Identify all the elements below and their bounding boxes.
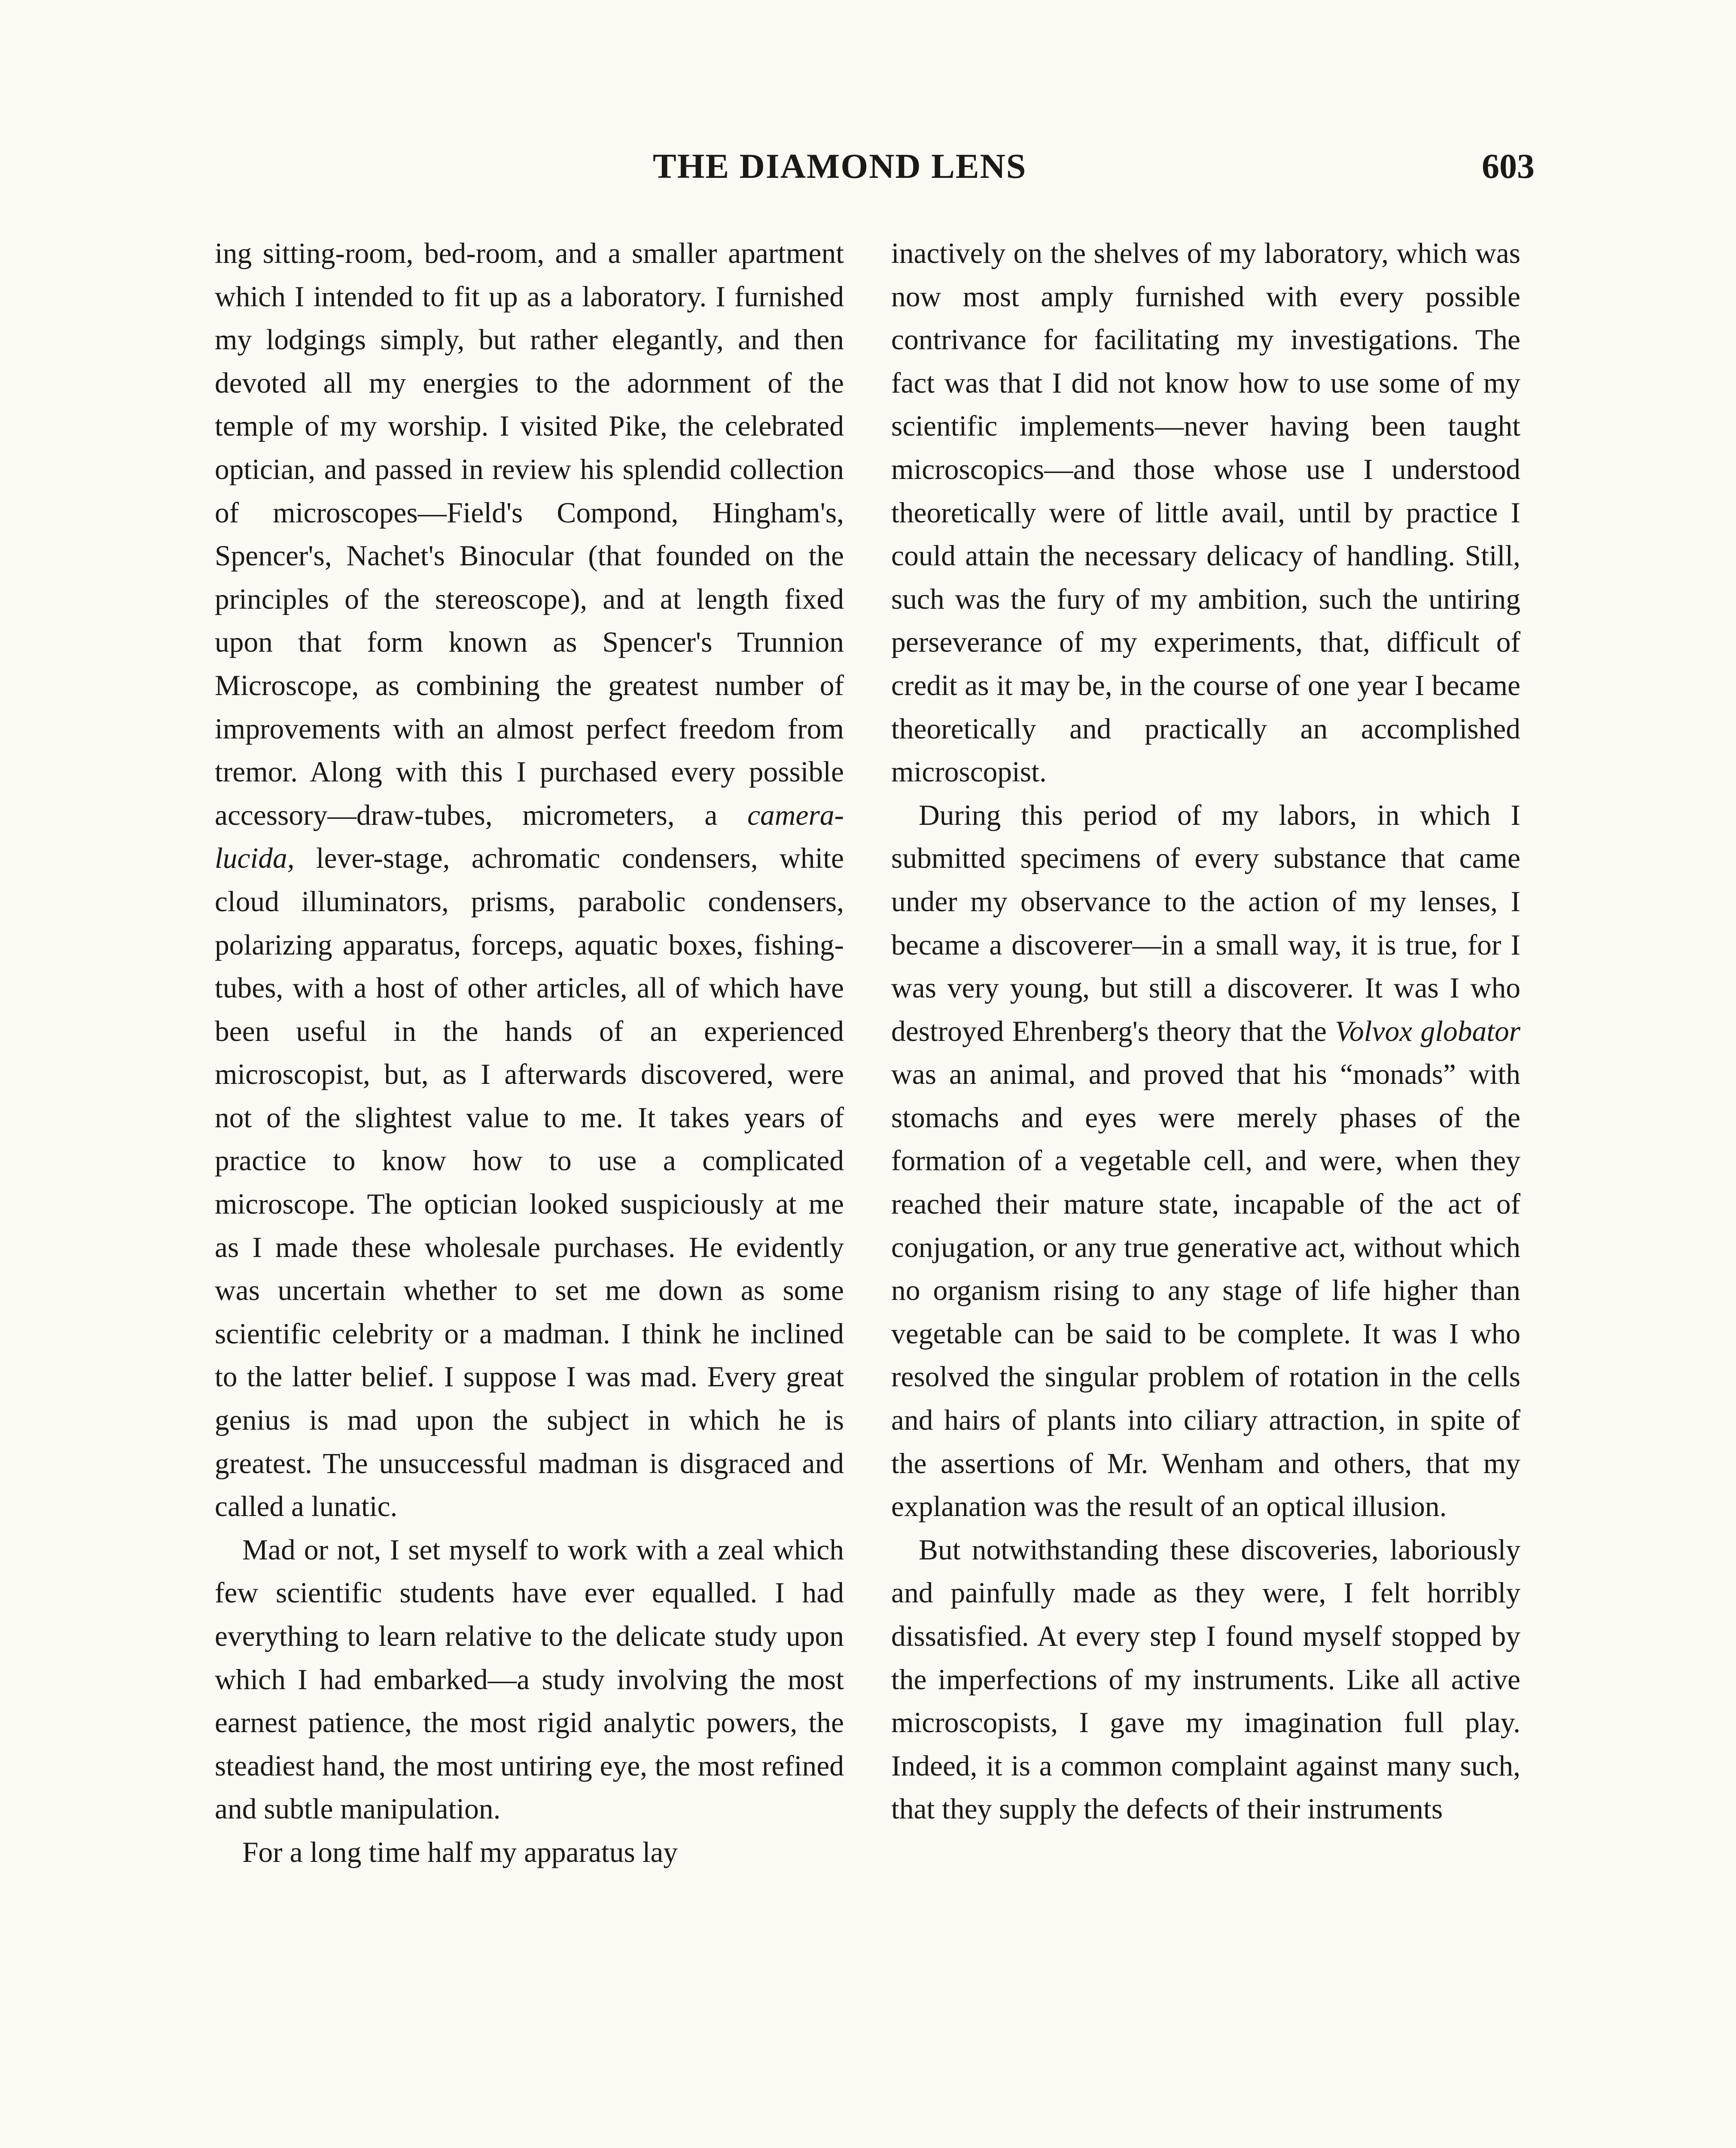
left-column [215,232,844,1874]
paragraph-right-3: But notwithstanding these discoveries, laboriously and painfully made as they were, I felt horribly dissatisfied. At every step I found myself stopped by the imperfections of my instruments. Like all active microscopists, I gave my imagination full play. Indeed, it is a common complaint against many such, that they supply the defects of their instruments [891,1533,1520,1825]
paragraph-left-3: For a long time half my apparatus lay [242,1836,678,1868]
paragraph-right-1: inactively on the shelves of my laboratory, which was now most amply furnished with every possible contrivance for facilitating my investigations. The fact was that I did not know how to use some of my scientific implements—never having been taught microscopics—and those whose use I understood theoretically were of little avail, until by practice I could attain the necessary delicacy of handling. Still, such was the fury of my ambition, such the untiring perseverance of my experiments, that, difficult of credit as it may be, in the course of one year I became theoretically and practically an accomplished microscopist. [891,237,1520,788]
paragraph-left-1 [215,232,844,1529]
running-title: THE DIAMOND LENS [653,146,1027,186]
paragraph-right-2 [891,794,1520,1529]
right-column [891,232,1520,1831]
paragraph-left-2: Mad or not, I set myself to work with a zeal which few scientific students have ever equalled. I had everything to learn relative to the delicate study upon which I had embarked—a study involving the most earnest patience, the most rigid analytic powers, the steadiest hand, the most untiring eye, the most refined and subtle manipulation. [215,1533,844,1825]
paragraph-text: was an animal, and proved that his “monads” with stomachs and eyes were merely phases of the formation of a vegetable cell, and were, when they reached their mature state, incapable of the act of conjugation, or any true generative act, without which no organism rising to any stage of life higher than vegetable can be said to be complete. It was I who resolved the singular problem of rotation in the cells and hairs of plants into ciliary attraction, in spite of the assertions of Mr. Wenham and others, that my explanation was the result of an optical illusion. [891,1058,1520,1523]
paragraph-text: During this period of my labors, in which I submitted specimens of every substance that came under my observance to the action of my lenses, I became a discoverer—in a small way, it is true, for I was very young, but still a discoverer. It was I who destroyed Ehrenberg's theory that the [891,799,1520,1047]
paragraph-text: lever-stage, achromatic condensers, white cloud illuminators, prisms, parabolic condensers, polarizing apparatus, forceps, aquatic boxes, fishing-tubes, with a host of other articles, all of which have been useful in the hands of an experienced microscopist, but, as I afterwards discovered, were not of the slightest value to me. It takes years of practice to know how to use a complicated microscope. The optician looked suspiciously at me as I made these wholesale purchases. He evidently was uncertain whether to set me down as some scientific celebrity or a madman. I think he inclined to the latter belief. I suppose I was mad. Every great genius is mad upon the subject in which he is greatest. The unsuccessful madman is disgraced and called a lunatic. [215,842,844,1523]
paragraph-text: ing sitting-room, bed-room, and a smaller apartment which I intended to fit up as a laboratory. I furnished my lodgings simply, but rather elegantly, and then devoted all my energies to the adornment of the temple of my worship. I visited Pike, the celebrated optician, and passed in review his splendid collection of microscopes—Field's Compond, Hingham's, Spencer's, Nachet's Binocular (that founded on the principles of the stereoscope), and at length fixed upon that form known as Spencer's Trunnion Microscope, as combining the greatest number of improvements with an almost perfect freedom from tremor. Along with this I purchased every possible accessory—draw-tubes, micrometers, a [215,237,844,831]
italic-term: camera-lucida, [215,799,844,875]
italic-term: Volvox globator [1335,1015,1520,1047]
page-number: 603 [1482,146,1535,186]
